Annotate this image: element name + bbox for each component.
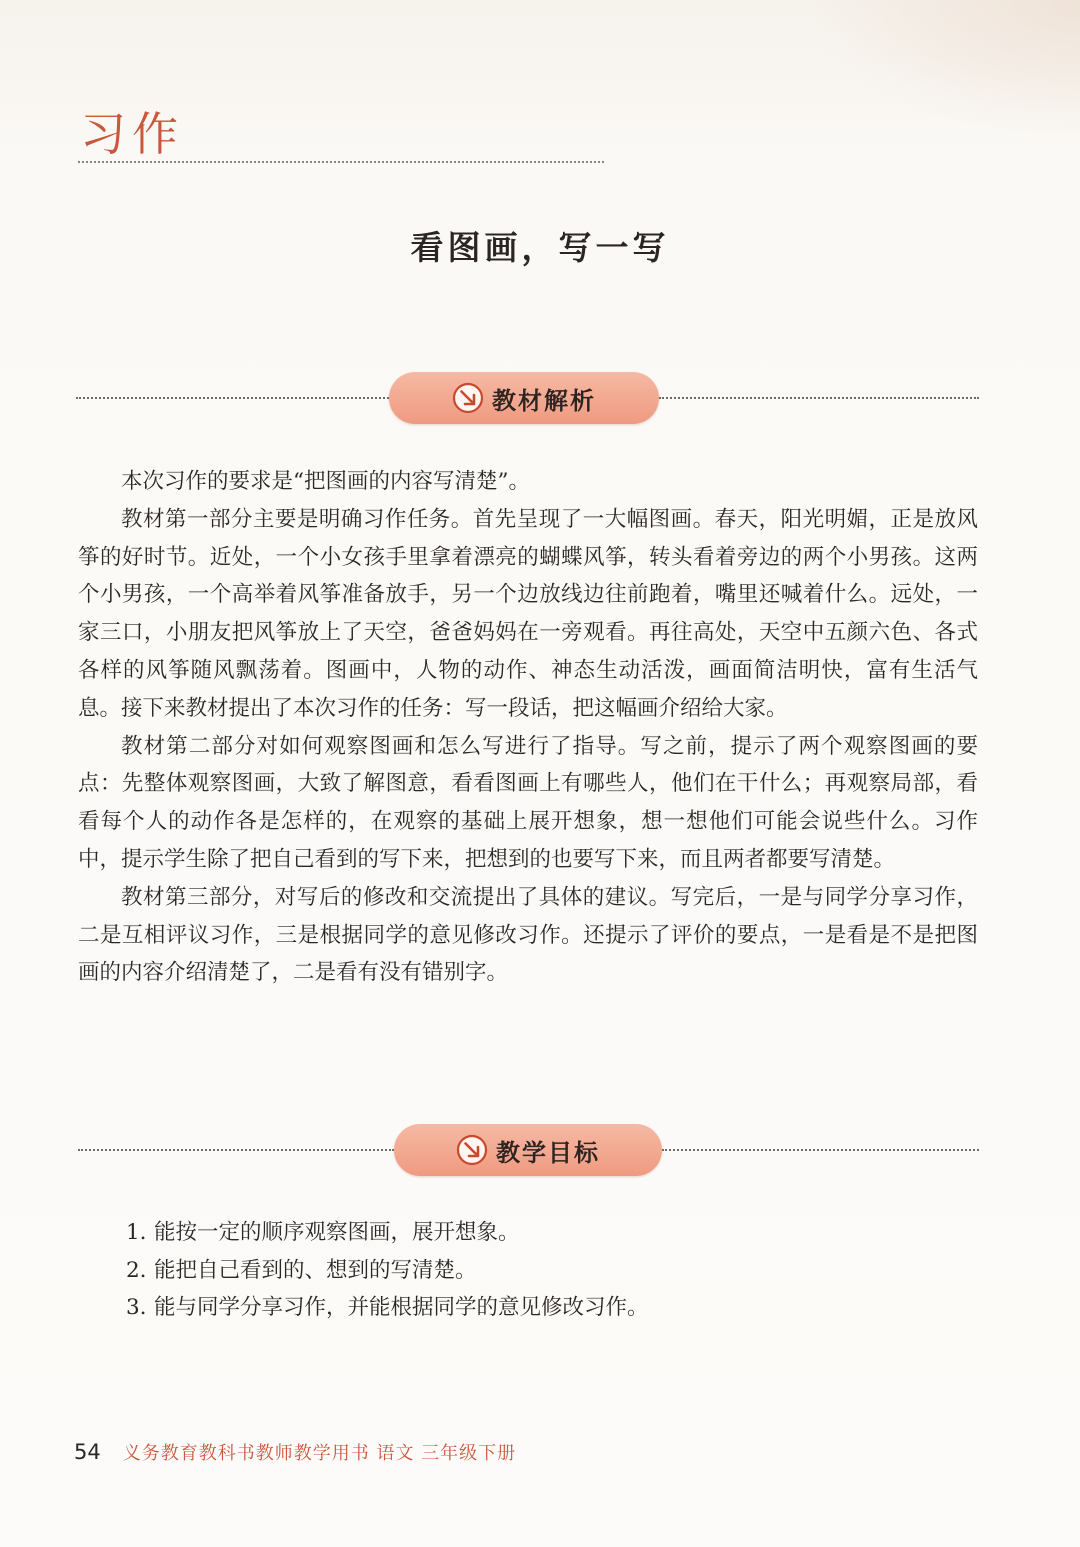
analysis-paragraph: 教材第二部分对如何观察图画和怎么写进行了指导。写之前，提示了两个观察图画的要点：先整体观察图画，大致了解图意，看看图画上有哪些人，他们在干什么；再观察局部，看看每个人的动作各是怎样的，在观察的基础上展开想象，想一想他们可能会说些什么。习作中，提示学生除了把自己看到的写下来，把想到的也要写下来，而且两者都要写清楚。: [78, 733, 978, 872]
book-title: 义务教育教科书教师教学用书 语文 三年级下册: [122, 1443, 517, 1464]
banner-label: 教材解析: [492, 386, 596, 415]
analysis-banner-row: [76, 372, 979, 424]
goal-text: 能按一定的顺序观察图画，展开想象。: [154, 1220, 520, 1245]
banner-rule-right: [659, 397, 979, 399]
goal-text: 能与同学分享习作，并能根据同学的意见修改习作。: [154, 1295, 649, 1320]
arrow-down-right-icon: [456, 1134, 488, 1166]
goals-list: [126, 1214, 976, 1327]
page-number: 54: [74, 1440, 101, 1464]
banner-rule-left: [76, 397, 389, 399]
page-footer: [74, 1439, 516, 1465]
list-item: [126, 1289, 976, 1327]
section-title-rule: [78, 161, 604, 163]
page-corner-shading: [800, 0, 1080, 140]
goal-number: 1.: [126, 1220, 147, 1245]
banner-rule-left: [78, 1149, 394, 1151]
analysis-paragraph: 教材第三部分，对写后的修改和交流提出了具体的建议。写完后，一是与同学分享习作，二是互相评议习作，三是根据同学的意见修改习作。还提示了评价的要点，一是看是不是把图画的内容介绍清楚了，二是看有没有错别字。: [78, 884, 978, 986]
analysis-body: [78, 463, 978, 992]
lesson-title: 看图画，写一写: [410, 228, 670, 267]
goal-number: 2.: [126, 1257, 147, 1283]
banner-rule-right: [662, 1149, 979, 1151]
goal-text: 能把自己看到的、想到的写清楚。: [154, 1257, 477, 1283]
analysis-paragraph: 教材第一部分主要是明确习作任务。首先呈现了一大幅图画。春天，阳光明媚，正是放风筝的好时节。近处，一个小女孩手里拿着漂亮的蝴蝶风筝，转头看着旁边的两个小男孩。这两个小男孩，一个高举着风筝准备放手，另一个边放线边往前跑着，嘴里还喊着什么。远处，一家三口，小朋友把风筝放上了天空，爸爸妈妈在一旁观看。再往高处，天空中五颜六色、各式各样的风筝随风飘荡着。图画中，人物的动作、神态生动活泼，画面简洁明快，富有生活气息。接下来教材提出了本次习作的任务：写一段话，把这幅画介绍给大家。: [78, 506, 978, 721]
arrow-down-right-icon: [452, 382, 484, 414]
banner-label: 教学目标: [496, 1138, 600, 1167]
goal-number: 3.: [126, 1295, 147, 1320]
analysis-paragraph: 本次习作的要求是“把图画的内容写清楚”。: [121, 469, 530, 494]
analysis-banner: [389, 372, 659, 424]
section-title: 习作: [80, 107, 184, 161]
goals-banner-row: [76, 1124, 979, 1176]
list-item: [126, 1252, 976, 1290]
list-item: [126, 1214, 976, 1252]
goals-banner: [394, 1124, 662, 1176]
